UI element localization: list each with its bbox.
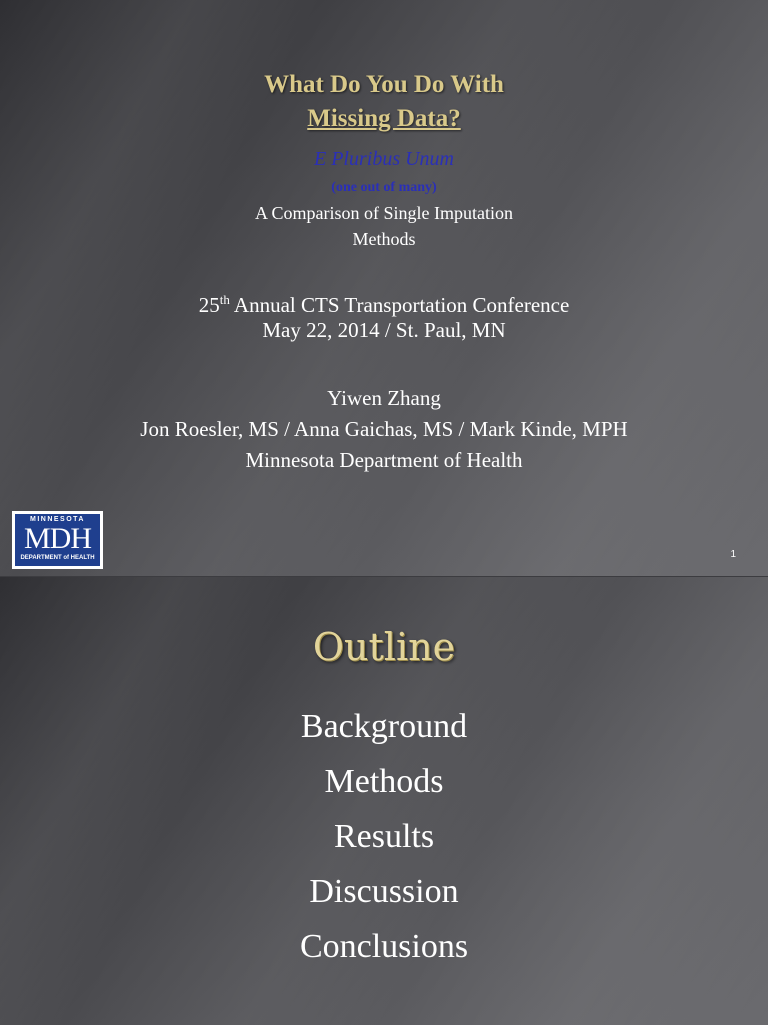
outline-item-methods: Methods (324, 763, 444, 800)
logo-main-text: MDH (23, 522, 91, 555)
slide-title (0, 68, 768, 136)
outline-item-discussion: Discussion (309, 873, 459, 910)
outline-item-background: Background (300, 708, 468, 745)
subtitle-line-1: A Comparison of Single Imputation (255, 203, 513, 223)
coauthors: Jon Roesler, MS / Anna Gaichas, MS / Mark Kinde, MPH (140, 417, 628, 441)
latin-motto: E Pluribus Unum (314, 148, 454, 170)
outline-item-results: Results (333, 818, 435, 855)
title-line-1: What Do You Do With (264, 71, 504, 98)
date-place: May 22, 2014 / St. Paul, MN (262, 318, 506, 342)
conference-number: 25 (198, 293, 220, 317)
subtitle-line-2: Methods (352, 229, 416, 249)
title-line-2: Missing Data? (307, 105, 461, 132)
organization: Minnesota Department of Health (245, 448, 523, 472)
outline-item-conclusions: Conclusions (299, 928, 469, 965)
latin-translation: (one out of many) (331, 180, 437, 195)
mdh-logo (12, 511, 103, 569)
logo-bottom-text: DEPARTMENT of HEALTH (20, 555, 95, 561)
subtitle (0, 200, 768, 252)
slide-2 (0, 576, 768, 1025)
outline-title: Outline (312, 625, 456, 669)
presenter: Yiwen Zhang (327, 386, 441, 410)
outline-list (0, 699, 768, 974)
conference-ordinal: th (219, 292, 230, 307)
logo-top-text: MINNESOTA (30, 516, 85, 523)
conference-title: Annual CTS Transportation Conference (229, 293, 570, 317)
page-number: 1 (730, 549, 736, 560)
